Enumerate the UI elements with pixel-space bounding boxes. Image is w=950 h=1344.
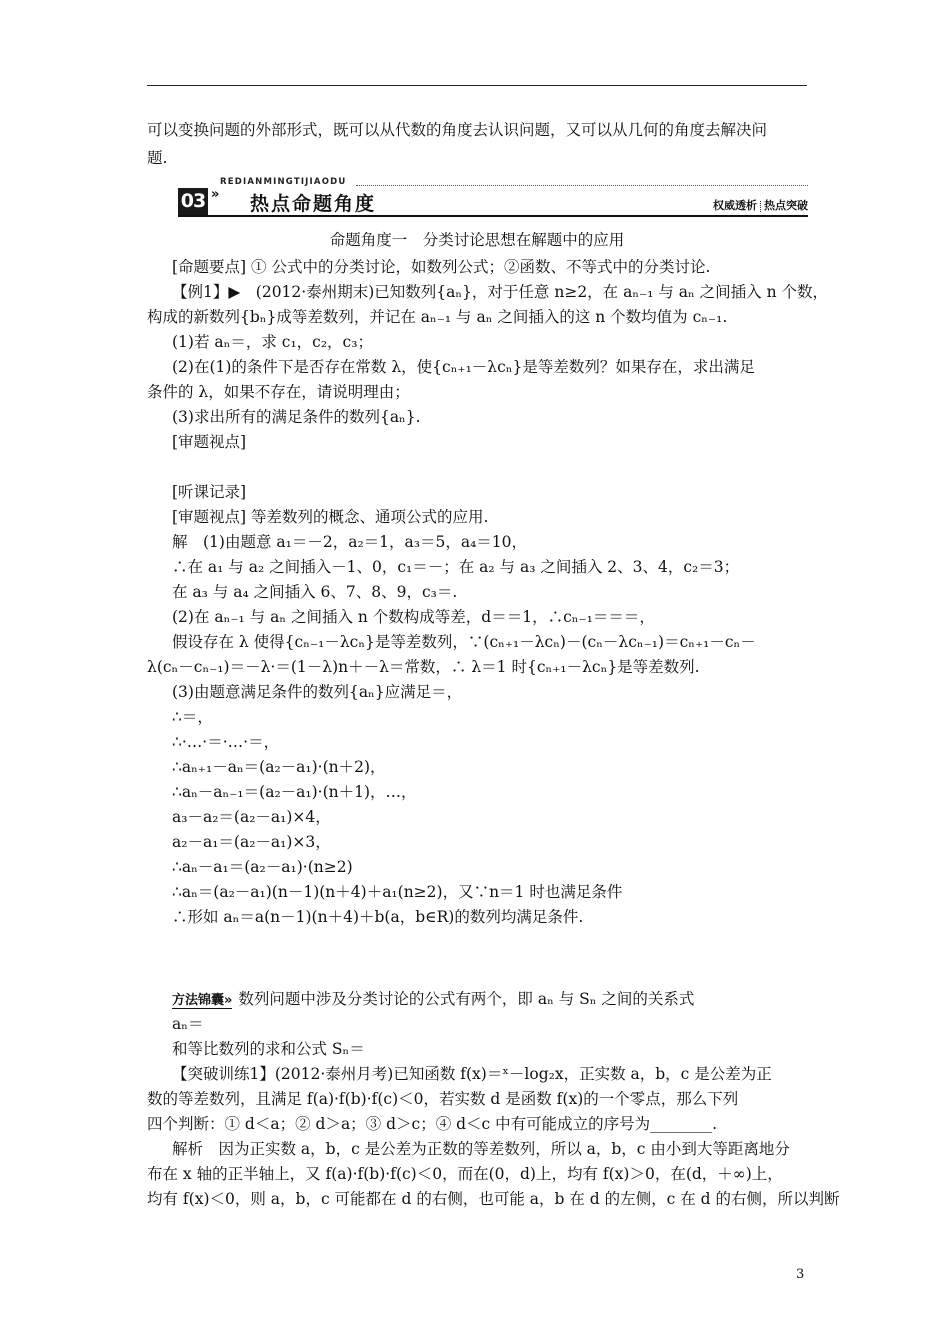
- solution-line-15: ∴aₙ＝(a₂－a₁)(n－1)(n＋4)＋a₁(n≥2)，又∵n＝1 时也满足条件: [172, 883, 623, 901]
- method-line-3: 和等比数列的求和公式 Sₙ＝: [172, 1040, 365, 1058]
- banner-tagline: [713, 197, 808, 213]
- method-text: 数列问题中涉及分类讨论的公式有两个，即 aₙ 与 Sₙ 之间的关系式: [238, 990, 695, 1008]
- question-1: (1)若 aₙ＝，求 c₁，c₂，c₃；: [172, 333, 373, 351]
- page-number: 3: [796, 1267, 805, 1282]
- solution-line-8: ∴＝，: [172, 708, 213, 726]
- solution-line-2: ∴在 a₁ 与 a₂ 之间插入－1、0，c₁＝－；在 a₂ 与 a₃ 之间插入 2、3、4，c₂＝3；: [172, 558, 740, 576]
- practice-line-3: 四个判断：① d＜a；② d＞a；③ d＞c；④ d＜c 中有可能成立的序号为________.: [147, 1115, 718, 1133]
- section-title: 命题角度一 分类讨论思想在解题中的应用: [329, 231, 625, 249]
- method-line-2: aₙ＝: [172, 1015, 204, 1033]
- practice-line-1: 【突破训练1】(2012·泰州月考)已知函数 f(x)＝ˣ－log₂x，正实数 a，b，c 是公差为正: [172, 1065, 772, 1083]
- banner-tag-separator: [760, 201, 761, 212]
- question-2-line-2: 条件的 λ，如果不存在，请说明理由；: [147, 383, 410, 401]
- review-point: [审题视点] 等差数列的概念、通项公式的应用.: [172, 508, 489, 526]
- analysis-line-2: 布在 x 轴的正半轴上，又 f(a)·f(b)·f(c)＜0，而在(0，d)上，均有 f(x)＞0，在(d，＋∞)上，: [147, 1165, 783, 1183]
- solution-line-1: 解 (1)由题意 a₁＝－2，a₂＝1，a₃＝5，a₄＝10，: [172, 533, 528, 551]
- method-tag: 方法锦囊»: [172, 993, 233, 1008]
- solution-line-14: ∴aₙ－a₁＝(a₂－a₁)·(n≥2): [172, 858, 353, 876]
- example-line-2: 构成的新数列{bₙ}成等差数列，并记在 aₙ₋₁ 与 aₙ 之间插入的这 n 个数均值为 cₙ₋₁.: [147, 308, 728, 326]
- solution-line-12: a₃－a₂＝(a₂－a₁)×4，: [172, 808, 331, 826]
- header-rule: [147, 85, 807, 86]
- banner-number: 03: [178, 188, 208, 215]
- solution-line-16: ∴形如 aₙ＝a(n－1)(n＋4)＋b(a，b∈R)的数列均满足条件.: [172, 908, 584, 926]
- intro-line-1: 可以变换问题的外部形式，既可以从代数的角度去认识问题，又可以从几何的角度去解决问: [147, 121, 768, 139]
- banner-subtitle: REDIANMINGTIJIAODU: [220, 177, 347, 187]
- practice-line-2: 数的等差数列，且满足 f(a)·f(b)·f(c)＜0，若实数 d 是函数 f(x)的一个零点，那么下列: [147, 1090, 739, 1108]
- solution-line-9: ∴·…·＝·…·＝，: [172, 733, 280, 751]
- banner-tag-left: 权威透析: [713, 199, 757, 212]
- solution-line-10: ∴aₙ₊₁－aₙ＝(a₂－a₁)·(n＋2)，: [172, 758, 386, 776]
- analysis-line-1: 解析 因为正实数 a，b，c 是公差为正数的等差数列，所以 a，b，c 由小到大等距离地分: [172, 1140, 790, 1158]
- banner-bottom-rule: [178, 215, 808, 217]
- key-points: [命题要点] ① 公式中的分类讨论，如数列公式；②函数、不等式中的分类讨论.: [172, 258, 711, 276]
- banner-dotted-rule: [356, 185, 808, 186]
- section-banner: [178, 177, 818, 217]
- question-2-line-1: (2)在(1)的条件下是否存在常数 λ，使{cₙ₊₁－λcₙ}是等差数列？如果存在，求出满足: [172, 358, 755, 376]
- analysis-line-3: 均有 f(x)＜0，则 a，b，c 可能都在 d 的右侧，也可能 a，b 在 d 的左侧，c 在 d 的右侧，所以判断: [147, 1190, 840, 1208]
- solution-line-5: 假设存在 λ 使得{cₙ₋₁－λcₙ}是等差数列，∵(cₙ₊₁－λcₙ)－(cₙ－λcₙ₋₁)＝cₙ₊₁－cₙ－: [172, 633, 756, 651]
- solution-line-13: a₂－a₁＝(a₂－a₁)×3，: [172, 833, 331, 851]
- solution-line-11: ∴aₙ－aₙ₋₁＝(a₂－a₁)·(n＋1)，…，: [172, 783, 417, 801]
- method-line-1: [172, 987, 808, 1013]
- solution-line-4: (2)在 aₙ₋₁ 与 aₙ 之间插入 n 个数构成等差，d＝＝1，∴cₙ₋₁＝＝＝，: [172, 608, 655, 626]
- question-3: (3)求出所有的满足条件的数列{aₙ}.: [172, 408, 421, 426]
- review-label: [审题视点]: [172, 433, 247, 451]
- banner-arrow-icon: »: [211, 187, 220, 202]
- notes-label: [听课记录]: [172, 483, 247, 501]
- solution-line-6: λ(cₙ－cₙ₋₁)＝－λ·＝(1－λ)n＋－λ＝常数，∴ λ＝1 时{cₙ₊₁－λcₙ}是等差数列.: [147, 658, 700, 676]
- solution-line-3: 在 a₃ 与 a₄ 之间插入 6、7、8、9，c₃＝.: [172, 583, 458, 601]
- banner-title: 热点命题角度: [250, 193, 377, 215]
- banner-tag-right: 热点突破: [764, 199, 808, 212]
- example-line-1: 【例1】▶ (2012·泰州期末)已知数列{aₙ}，对于任意 n≥2，在 aₙ₋₁ 与 aₙ 之间插入 n 个数，: [172, 283, 829, 301]
- intro-line-2: 题.: [147, 149, 168, 167]
- solution-line-7: (3)由题意满足条件的数列{aₙ}应满足＝，: [172, 683, 463, 701]
